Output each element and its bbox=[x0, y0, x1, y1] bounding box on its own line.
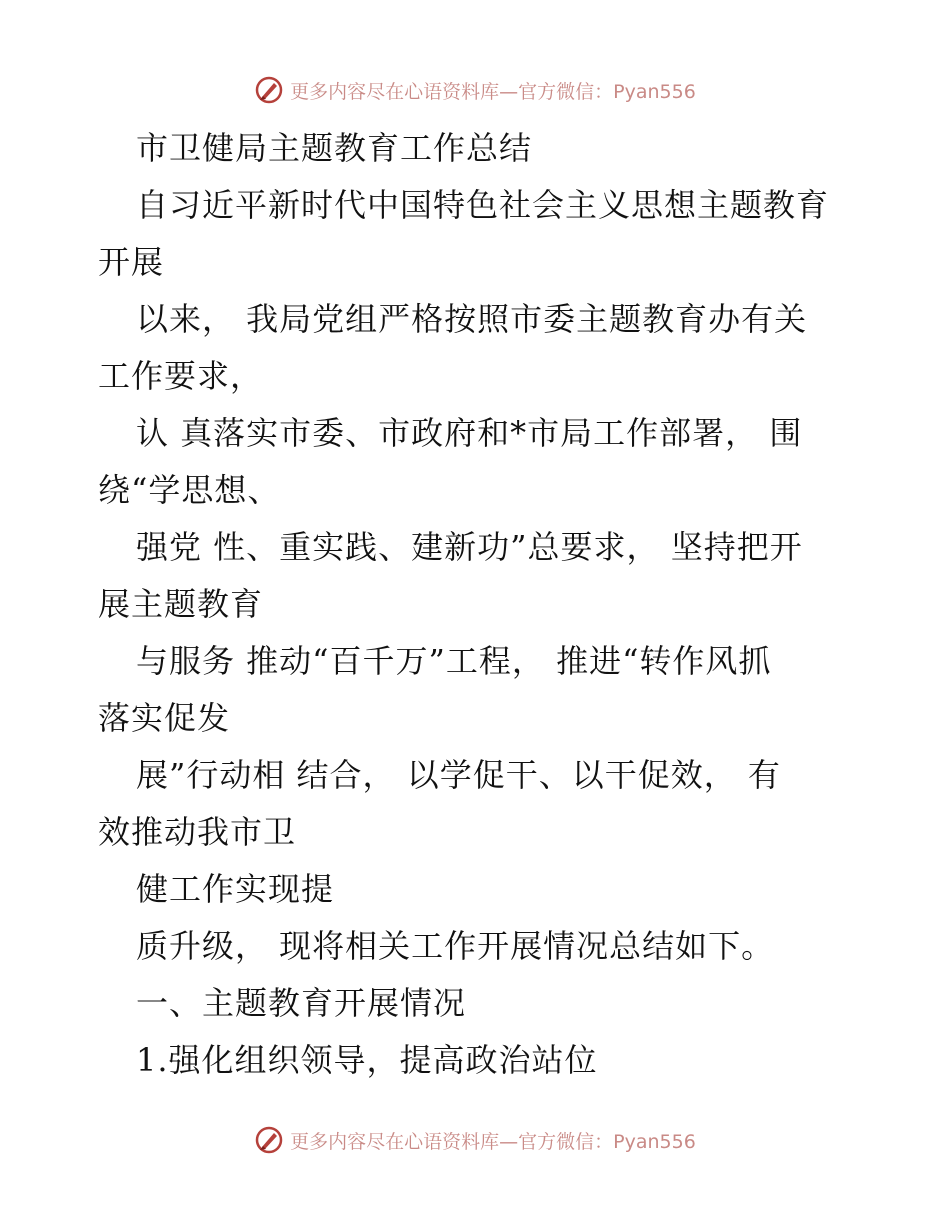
watermark-banner-bottom bbox=[0, 1122, 950, 1158]
watermark-banner-top bbox=[0, 72, 950, 108]
doc-line: 展主题教育 bbox=[98, 585, 264, 623]
document-body bbox=[98, 120, 858, 1089]
doc-line: 强党 性、重实践、建新功”总要求， 坚持把开 bbox=[136, 528, 803, 566]
doc-line: 与服务 推动“百千万”工程， 推进“转作风抓 bbox=[136, 642, 772, 680]
doc-line: 认 真落实市委、市政府和*市局工作部署， 围 bbox=[136, 414, 803, 452]
subsection-heading: 1.强化组织领导，提高政治站位 bbox=[136, 1041, 598, 1079]
watermark-text: 更多内容尽在心语资料库—官方微信：Pyan556 bbox=[290, 80, 696, 103]
pen-seal-icon bbox=[254, 1125, 284, 1155]
doc-line: 自习近平新时代中国特色社会主义思想主题教育 bbox=[136, 186, 830, 224]
doc-line: 以来， 我局党组严格按照市委主题教育办有关 bbox=[136, 300, 808, 338]
doc-line: 落实促发 bbox=[98, 699, 231, 737]
wechat-id: Pyan556 bbox=[613, 1130, 696, 1153]
wechat-id: Pyan556 bbox=[613, 80, 696, 103]
doc-line: 绕“学思想、 bbox=[98, 471, 281, 509]
doc-line: 质升级， 现将相关工作开展情况总结如下。 bbox=[136, 927, 775, 965]
doc-title: 市卫健局主题教育工作总结 bbox=[136, 129, 533, 167]
doc-line: 效推动我市卫 bbox=[98, 813, 297, 851]
doc-line: 开展 bbox=[98, 243, 165, 281]
doc-line: 展”行动相 结合， 以学促干、以干促效， 有 bbox=[136, 756, 781, 794]
section-heading: 一、主题教育开展情况 bbox=[136, 984, 467, 1022]
doc-line: 健工作实现提 bbox=[136, 870, 335, 908]
doc-line: 工作要求， bbox=[98, 357, 264, 395]
watermark-text: 更多内容尽在心语资料库—官方微信：Pyan556 bbox=[290, 1130, 696, 1153]
pen-seal-icon bbox=[254, 75, 284, 105]
